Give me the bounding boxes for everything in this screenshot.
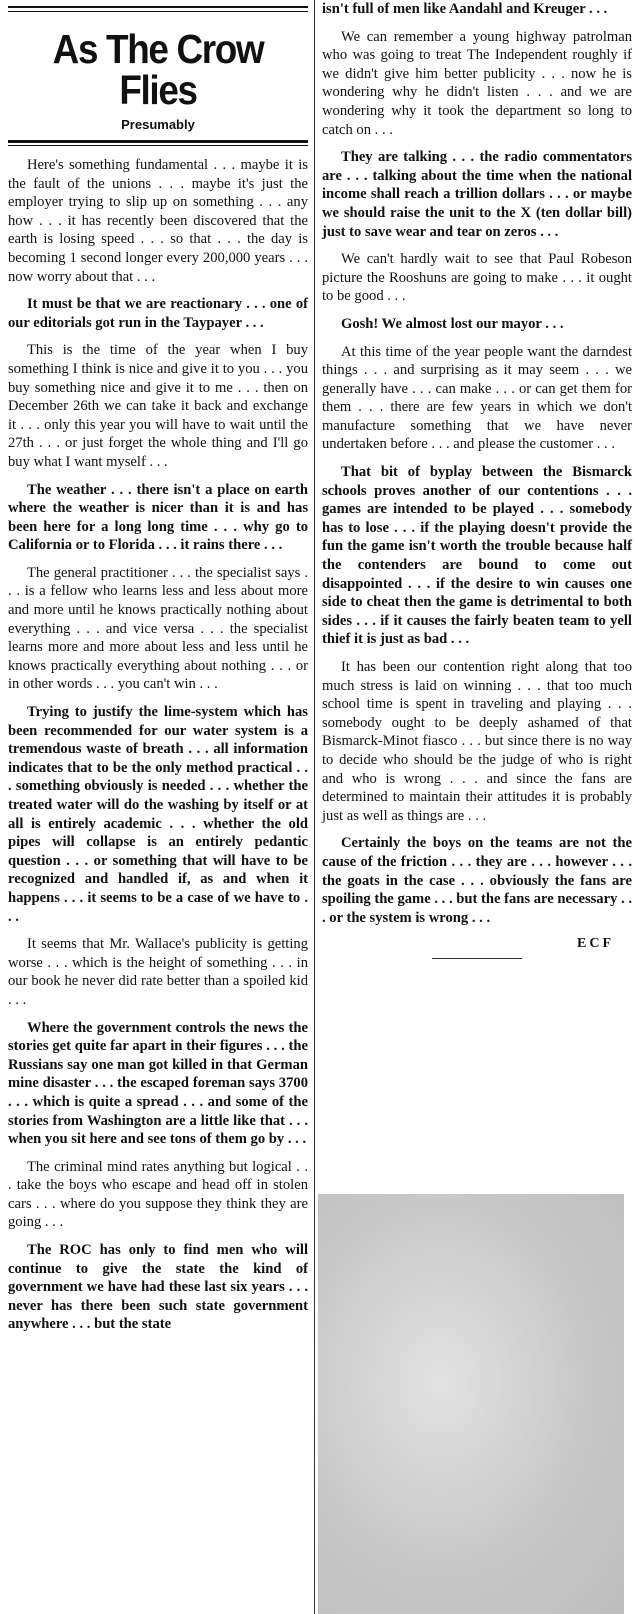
masthead-rule [8, 145, 308, 146]
paragraph: Where the government controls the news the stories get quite far apart in their figures . . . the Russians say one man got killed in that German mine disaster . . . the escaped foreman says 3700 . . . which is quite a spread . . . and some of the stories from Washington are a little like that . . . when you sit here and see tons of them go by . . . [8, 1019, 308, 1148]
paragraph: isn't full of men like Aandahl and Kreuger . . . [322, 1, 608, 17]
left-column [4, 0, 312, 1614]
paragraph: It seems that Mr. Wallace's publicity is getting worse . . . which is the height of something . . . in our book he never did rate better than a spoiled kid . . . [8, 936, 308, 1008]
paragraph: The general practitioner . . . the specialist says . . . is a fellow who learns less and less about more and more until he knows practically nothing about everything . . . and vice versa . . . the specialist learns more and more about less and less until he knows practically everything about nothing . . . or in other words . . . you can't win . . . [8, 564, 308, 693]
paragraph: At this time of the year people want the darndest things . . . and surprising as it may seem . . . we generally have . . . can make . . . or can get them for them . . . there are few years in which we don't manufacture something that we have never undertaken before . . . and please the customer . . . [322, 343, 632, 453]
paragraph: This is the time of the year when I buy something I think is nice and give it to you . . . you buy something nice and give it to me . . . then on December 26th we can take it back and exchange it . . . only this year you will have to wait until the 27th . . . or just forget the whole thing and I'll go buy what I want myself . . . [8, 342, 308, 470]
paragraph: Trying to justify the lime-system which has been recommended for our water system is a tremendous waste of breath . . . all information indicates that to be the only method practical . . . something obviously is needed . . . whether the treated water will do the washing by itself or at all is entirely academic . . . whether the old pipes will collapse is an entirely pedantic question . . . or something that will have to be recognized and handled if, as and when it happens . . . it seems to be a case of we have to . . . [8, 704, 308, 925]
paragraph: It must be that we are reactionary . . . one of our editorials got run in the Taypayer . . . [8, 296, 308, 331]
masthead-rule [8, 11, 308, 12]
author-signature: ECF [577, 936, 614, 952]
column-title: As The Crow Flies [52, 26, 264, 113]
masthead-rule [8, 6, 308, 8]
column-subtitle: Presumably [121, 117, 195, 132]
paragraph: The weather . . . there isn't a place on earth where the weather is nicer than it is and has been here for a long long time . . . why go to California or to Florida . . . it rains there . . . [8, 481, 308, 554]
column-divider [314, 0, 315, 1614]
paragraph: The ROC has only to find men who will continue to give the state the kind of government we have had these last six years . . . never has there been such state government anywhere . . . but the state [8, 1242, 308, 1333]
end-rule [432, 958, 522, 959]
paragraph: We can't hardly wait to see that Paul Robeson picture the Rooshuns are going to make . . . it ought to be good . . . [322, 251, 632, 305]
paragraph: We can remember a young highway patrolman who was going to treat The Independent roughly if we didn't give him better publicity . . . now he is wondering why he didn't listen . . . and we are wondering why it took the department so long to catch on . . . [322, 28, 632, 138]
right-paragraphs [322, 0, 632, 927]
paragraph: Here's something fundamental . . . maybe it is the fault of the unions . . . maybe it's just the employer trying to slip up on something . . . any how . . . it has recently been discovered that the earth is losing speed . . . so that . . . the day is becoming 1 second longer every 200,000 years . . . now worry about that . . . [8, 157, 308, 285]
paragraph: Gosh! We almost lost our mayor . . . [340, 315, 564, 332]
left-paragraphs [8, 156, 308, 1334]
paragraph: Certainly the boys on the teams are not the cause of the friction . . . they are . . . however . . . the goats in the case . . . obviously the fans are spoiling the game . . . but the fans are necessary . . . or the system is wrong . . . [322, 835, 632, 926]
paragraph: They are talking . . . the radio commentators are . . . talking about the time when the national income shall reach a trillion dollars . . . or maybe we should raise the unit to the X (ten dollar bill) just to save wear and tear on zeros . . . [322, 149, 632, 240]
paragraph: It has been our contention right along that too much stress is laid on winning . . . that too much school time is spent in traveling and playing . . . somebody ought to be deeply ashamed of that Bismarck-Minot fiasco . . . but since there is no way to decide who should be the judge of who is right and who is wrong . . . and since the fans are determined to maintain their attitudes it is probably just as well as things are . . . [322, 659, 632, 824]
paragraph: That bit of byplay between the Bismarck schools proves another of our contentions . . . games are intended to be played . . . somebody has to lose . . . if the playing doesn't provide the fun the game isn't worth the trouble because half the contenders are bound to come out disappointed . . . if the desire to win causes one side to cheat then the game is detrimental to both sides . . . if it causes the fairly beaten team to yell thief it is just as bad . . . [322, 464, 632, 648]
masthead-rule [8, 140, 308, 143]
redacted-area [318, 1194, 624, 1614]
paragraph: The criminal mind rates anything but logical . . . take the boys who escape and head off in stolen cars . . . where do you suppose they think they are going . . . [8, 1158, 308, 1231]
